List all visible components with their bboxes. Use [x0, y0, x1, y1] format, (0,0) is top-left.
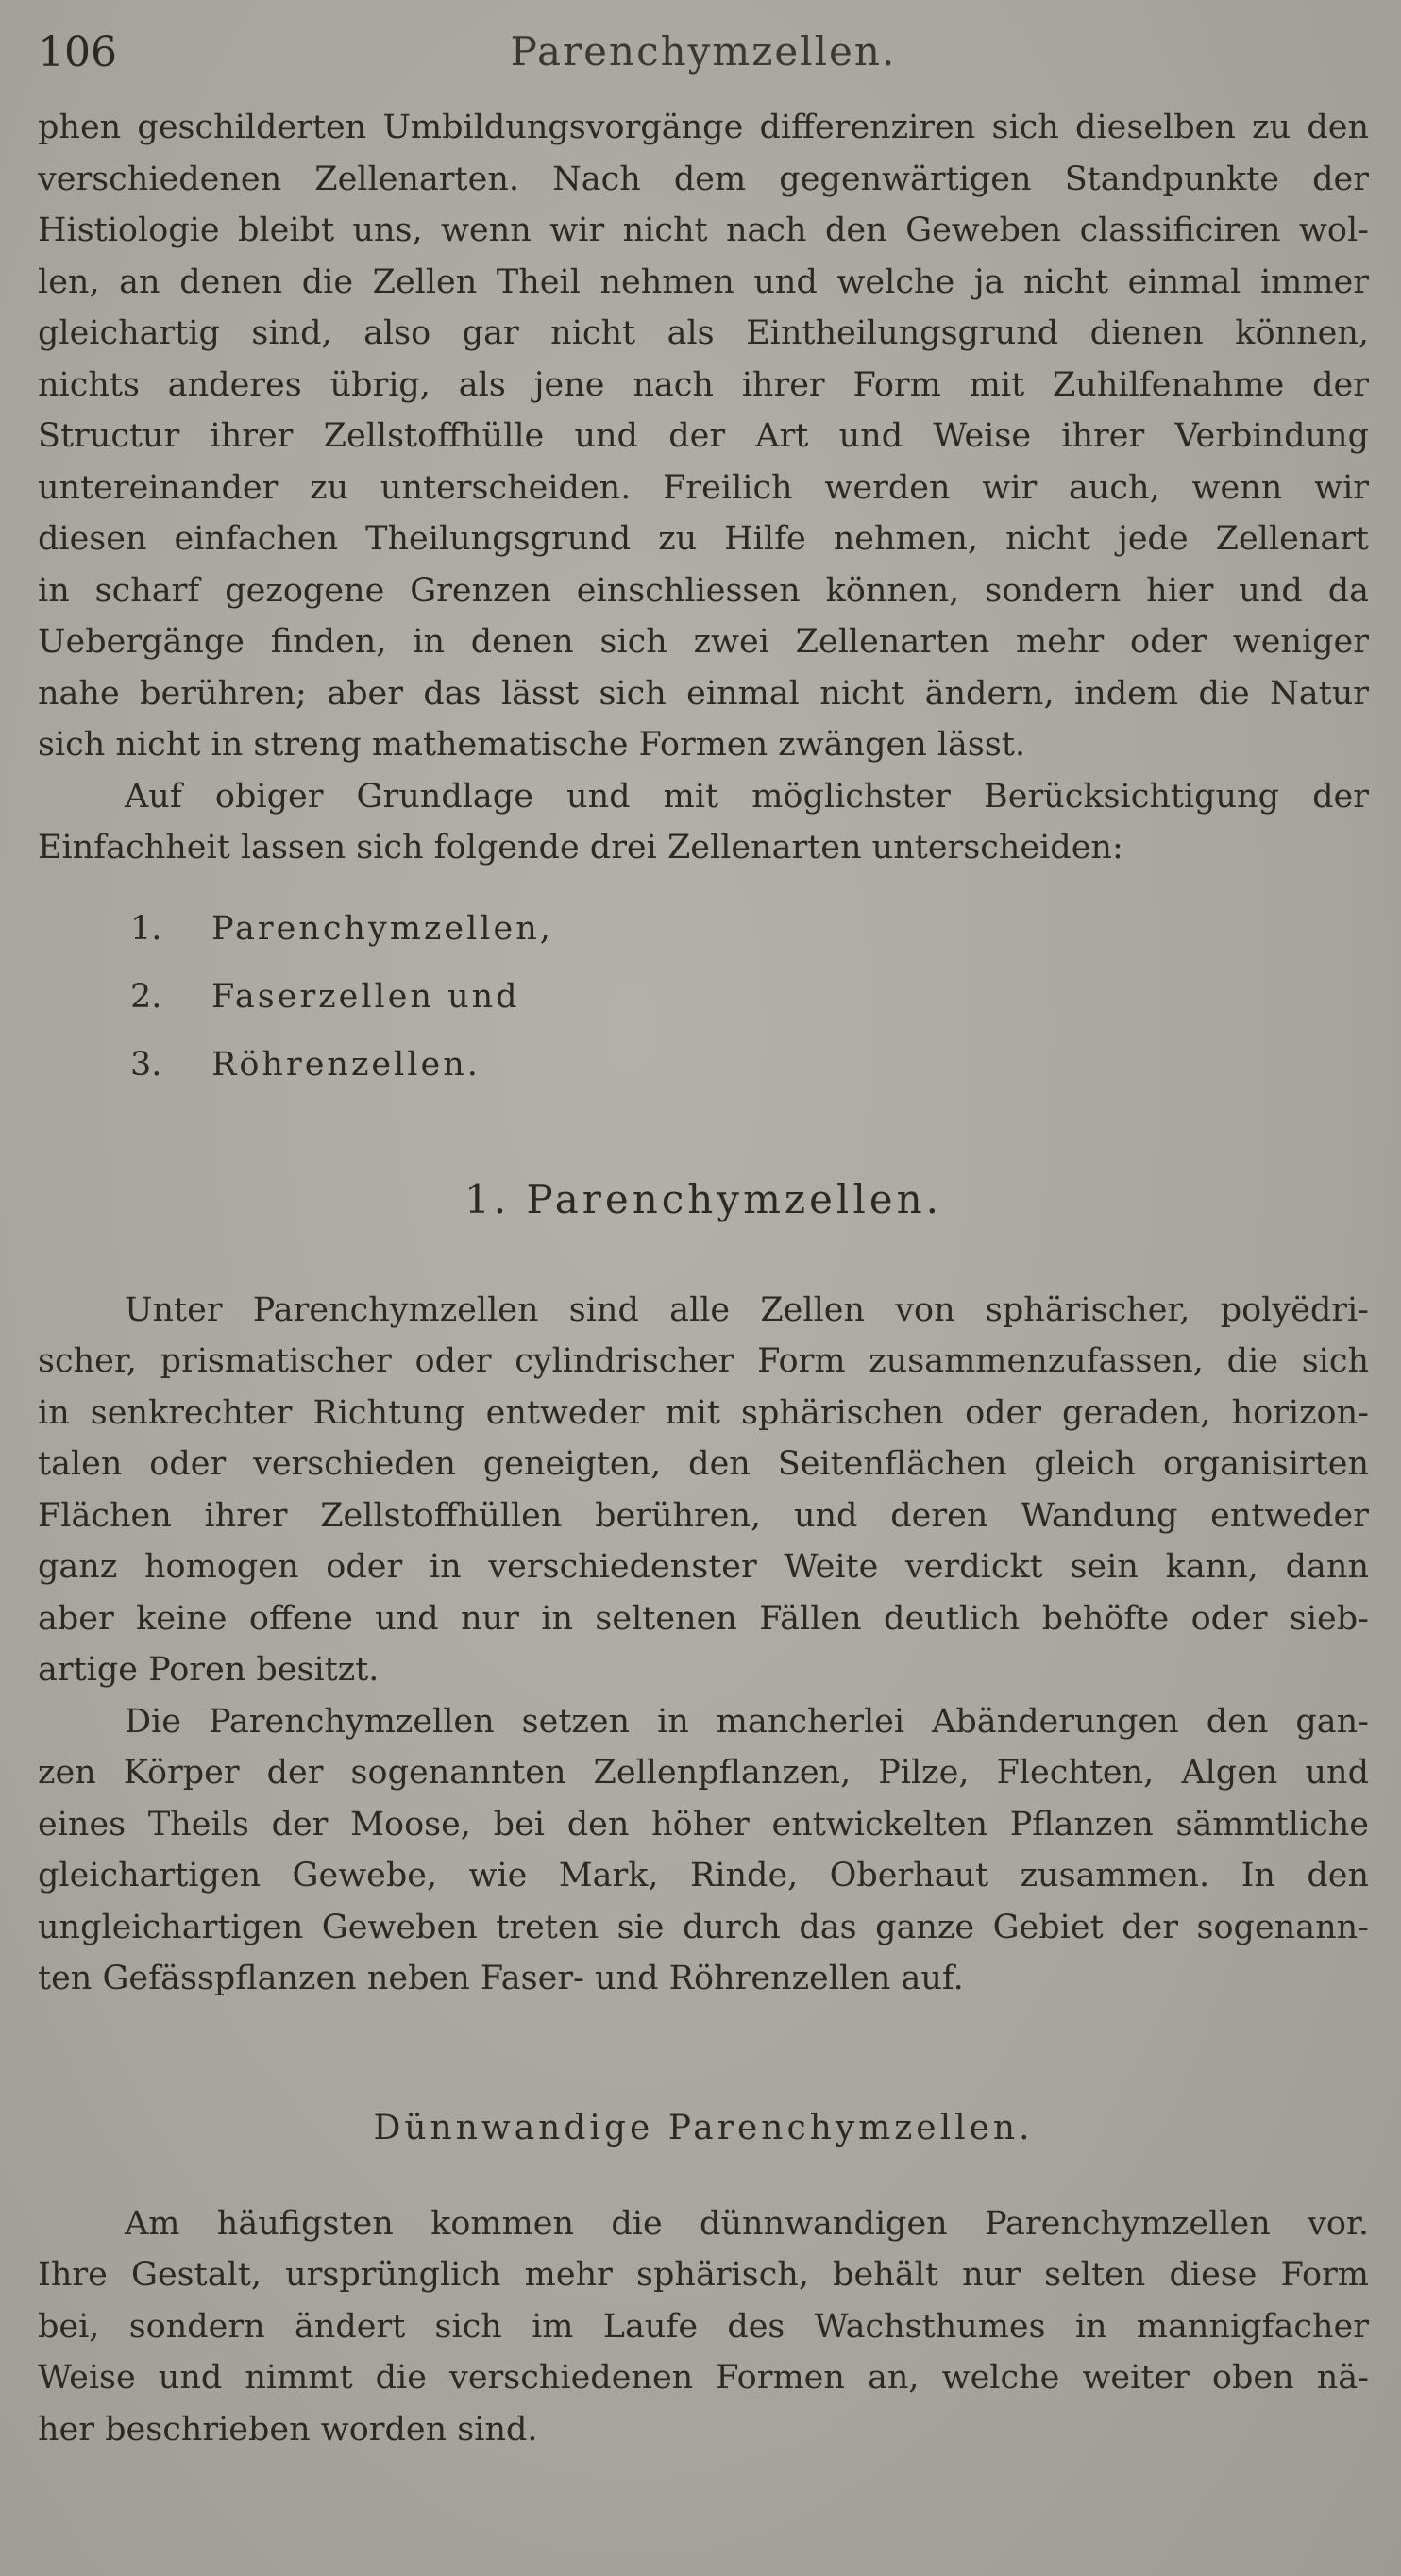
text-line: gleichartig sind, also gar nicht als Eintheilungsgrund dienen können,: [38, 314, 1369, 352]
page-number: 106: [38, 28, 117, 76]
list-item: [38, 1031, 1369, 1099]
text-line: untereinander zu unterscheiden. Freilich werden wir auch, wenn wir: [38, 468, 1369, 507]
list-number: 1.: [130, 909, 162, 948]
cell-types-list: [38, 895, 1369, 1099]
text-line: nahe berühren; aber das lässt sich einmal nicht ändern, indem die Natur: [38, 674, 1369, 713]
text-line: Einfachheit lassen sich folgende drei Zellenarten unterscheiden:: [38, 829, 1123, 867]
text-line: sich nicht in streng mathematische Formen zwängen lässt.: [38, 726, 1026, 764]
intro-paragraph-1: [38, 102, 1369, 771]
section1-paragraph-1: [38, 1285, 1369, 1696]
list-item: [38, 963, 1369, 1031]
text-line: Weise und nimmt die verschiedenen Formen an, welche weiter oben nä-: [38, 2359, 1369, 2397]
text-line: verschiedenen Zellenarten. Nach dem gegenwärtigen Standpunkte der: [38, 160, 1369, 198]
text-line: Ihre Gestalt, ursprünglich mehr sphärisch, behält nur selten diese Form: [38, 2256, 1369, 2294]
page-header: [38, 28, 1369, 85]
text-line: len, an denen die Zellen Theil nehmen und welche ja nicht einmal immer: [38, 262, 1369, 301]
page-body: [38, 102, 1369, 2455]
text-line: eines Theils der Moose, bei den höher entwickelten Pflanzen sämmtliche: [38, 1805, 1369, 1844]
text-line: Die Parenchymzellen setzen in mancherlei Abänderungen den gan-: [125, 1702, 1369, 1741]
text-line: Histiologie bleibt uns, wenn wir nicht nach den Geweben classificiren wol-: [38, 211, 1369, 249]
text-line: phen geschilderten Umbildungsvorgänge differenziren sich dieselben zu den: [38, 109, 1369, 146]
text-line: nichts anderes übrig, als jene nach ihrer Form mit Zuhilfenahme der: [38, 365, 1369, 404]
text-line: Unter Parenchymzellen sind alle Zellen von sphärischer, polyëdri-: [125, 1290, 1369, 1329]
text-line: ganz homogen oder in verschiedenster Weite verdickt sein kann, dann: [38, 1548, 1369, 1586]
list-number: 3.: [130, 1045, 162, 1084]
section1-paragraph-2: [38, 1696, 1369, 2005]
text-line: ten Gefässpflanzen neben Faser- und Röhrenzellen auf.: [38, 1960, 964, 1997]
section-heading: 1. Parenchymzellen.: [464, 1175, 943, 1222]
section2-paragraph-1: [38, 2198, 1369, 2456]
text-line: in senkrechter Richtung entweder mit sphärischen oder geraden, horizon-: [38, 1393, 1369, 1432]
text-line: diesen einfachen Theilungsgrund zu Hilfe nehmen, nicht jede Zellenart: [38, 520, 1369, 558]
list-item: [38, 895, 1369, 963]
text-line: Structur ihrer Zellstoffhülle und der Art und Weise ihrer Verbindung: [38, 417, 1369, 455]
text-line: Uebergänge finden, in denen sich zwei Zellenarten mehr oder weniger: [38, 623, 1369, 661]
text-line: talen oder verschieden geneigten, den Seitenflächen gleich organisirten: [38, 1445, 1369, 1483]
list-number: 2.: [130, 977, 162, 1016]
text-line: Auf obiger Grundlage und mit möglichster Berücksichtigung der: [125, 777, 1369, 816]
text-line: gleichartigen Gewebe, wie Mark, Rinde, Oberhaut zusammen. In den: [38, 1857, 1369, 1894]
text-line: Flächen ihrer Zellstoffhüllen berühren, und deren Wandung entweder: [38, 1496, 1369, 1535]
running-head: Parenchymzellen.: [510, 28, 897, 75]
text-line: scher, prismatischer oder cylindrischer Form zusammenzufassen, die sich: [38, 1342, 1369, 1380]
list-text: Röhrenzellen.: [211, 1045, 481, 1084]
text-line: Am häufigsten kommen die dünnwandigen Parenchymzellen vor.: [125, 2204, 1369, 2243]
text-line: her beschrieben worden sind.: [38, 2410, 538, 2449]
subsection-heading: Dünnwandige Parenchymzellen.: [373, 2108, 1034, 2147]
text-line: in scharf gezogene Grenzen einschliessen können, sondern hier und da: [38, 571, 1369, 610]
text-line: aber keine offene und nur in seltenen Fällen deutlich behöfte oder sieb-: [38, 1599, 1369, 1638]
intro-paragraph-2: [38, 771, 1369, 874]
text-line: zen Körper der sogenannten Zellenpflanzen, Pilze, Flechten, Algen und: [38, 1754, 1369, 1792]
text-line: ungleichartigen Geweben treten sie durch das ganze Gebiet der sogenann-: [38, 1908, 1369, 1946]
text-line: bei, sondern ändert sich im Laufe des Wachsthumes in mannigfacher: [38, 2307, 1369, 2346]
text-line: artige Poren besitzt.: [38, 1651, 380, 1689]
list-text: Parenchymzellen,: [211, 909, 553, 948]
list-text: Faserzellen und: [211, 977, 520, 1016]
